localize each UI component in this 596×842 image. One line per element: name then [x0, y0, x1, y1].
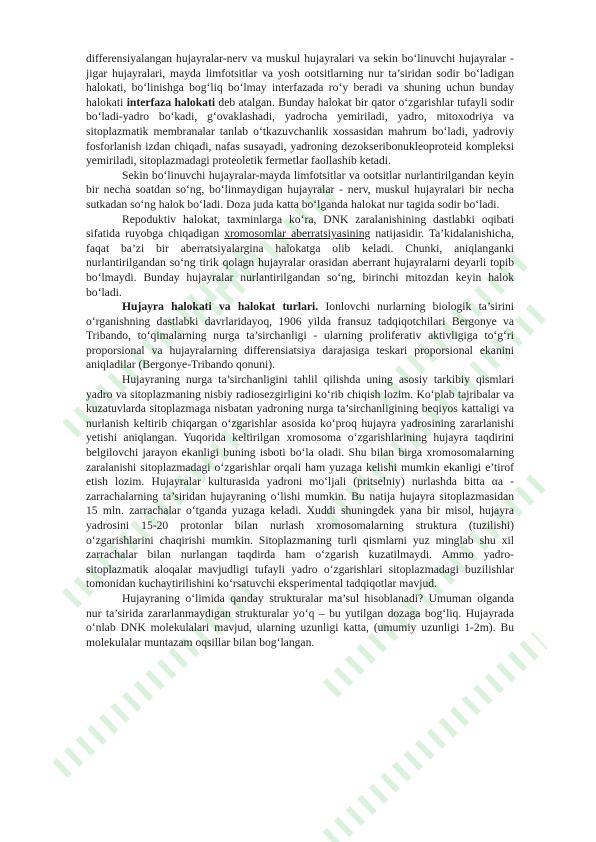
paragraph	[86, 52, 514, 169]
bold-text: interfaza halokati	[126, 95, 216, 109]
watermark-stripe	[330, 640, 540, 840]
text-run: Sekin bo‘linuvchi hujayralar-mayda limfotsitlar va ootsitlar nurlantirilgandan keyin bir necha soatdan so‘ng, bo‘linmaydigan hujayralar - nerv, muskul hujayralari bir necha sutkadan so‘ng halok bo‘ladi. Doza juda katta bo‘lganda halokat nur tagida sodir bo‘ladi.	[86, 168, 514, 211]
paragraph	[86, 300, 514, 373]
text-run: Hujayraning nurga ta’sirchanligini tahlil qilishda uning asosiy tarkibiy qismlari yadro va sitoplazmaning nisbiy radiosezgirligini ko‘rib chiqish lozim. Ko‘plab tajribalar va kuzatuvlarda sitoplazmaga nisbatan yadroning nurga ta’sirchanligining beqiyos kattaligi va nurlanish keltirib chiqargan o‘zgarishlar asosida ko‘proq hujayra yadrosining zararlanishi yetishi aniqlangan. Yuqorida keltirilgan xromosoma o‘zgarishlarining hujayra taqdirini belgilovchi jarayon ekanligi buning isboti bo‘la oladi. Shu bilan birga xromosomalarning zaralanishi sitoplazmadagi o‘zgarishlar orqali ham yuzaga kelishi mumkin ekanligi e’tirof etish lozim. Hujayralar kulturasida yadroni mo‘ljali (pritselniy) nurlashda bitta αa - zarrachalarning ta’siridan hujayraning o‘lishi mumkin. Bu natija hujayra sitoplazmasidan 15 mln. zarrachalar o‘tganda yuzaga keladi. Xuddi shuningdek yana bir misol, hujayra yadrosini 15-20 protonlar bilan nurlash xromosomalarning struktura (tuzilishi) o‘zgarishlarini chaqirishi mumkin. Sitoplazmaning turli qismlarni yuz minglab shu xil zarrachalar bilan nurlangan taqdirda ham o‘zgarish kuzatilmaydi. Ammo yadro-sitoplazmatik aloqalar mavjudligi tufayli yadro o‘zgarishlari sitoplazmadagi buzilishlar tomonidan kuchaytirilishini ko‘rsatuvchi eksperimental tadqiqotlar mavjud.	[86, 373, 514, 591]
text-run: Repoduktiv halokat, taxminlarga ko‘ra, DNK zaralanishining dastlabki oqibati sifatida ruyobga chiqadigan	[86, 212, 514, 241]
paragraph	[86, 592, 514, 650]
document-body	[86, 52, 514, 650]
text-run: Hujayraning o‘limida qanday strukturalar ma’sul hisoblanadi? Umuman olganda nur ta’sirida zararlanmaydigan strukturalar yo‘q – bu yutilgan dozaga bog‘liq. Hujayrada o‘nlab DNK molekulalari mavjud, ularning uzunligi katta, (umumiy uzunligi 1-2m). Bu molekulalar muntazam oqsillar bilan bog‘langan.	[86, 591, 514, 649]
underlined-text: xromosomlar aberratsiyasining	[224, 227, 371, 241]
bold-text: Hujayra halokati va halokat turlari.	[122, 300, 319, 314]
paragraph	[86, 373, 514, 592]
text-run: deb atalgan. Bunday halokat bir qator o‘zgarishlar tufayli sodir bo‘ladi-yadro bo‘kadi, g‘ovaklashadi, yadrocha yemiriladi, yadro, mitoxodriya va sitoplazmatik membranalar tanlab o‘tkazuvchanlik xossasidan mahrum bo‘ladi, yadroviy fosforlanish izdan chiqadi, nafas susayadi, yadroning dezokseribonukleoproteid kompleksi yemiriladi, sitoplazmadagi proteoletik fermetlar faollashib ketadi.	[86, 95, 514, 168]
text-run: Ionlovchi nurlarning biologik ta’sirini o‘rganishning dastlabki davrlaridayoq, 1906 yilda fransuz tadqiqotchilari Bergonye va Tribando, to‘qimalarning nurga ta’sirchanligi - ularning proliferativ aktivligiga to‘g‘ri proporsional va hujayralarning differensiatsiya darajasiga teskari proporsional ekanini aniqladilar (Bergonye-Tribando qonuni).	[86, 300, 515, 372]
paragraph	[86, 169, 514, 213]
paragraph	[86, 213, 514, 301]
text-run: differensiyalangan hujayralar-nerv va muskul hujayralari va sekin bo‘linuvchi hujayralar - jigar hujayralari, mayda limfotsitlar va yosh ootsitlarning nur ta’siridan sodir bo‘ladigan halokati, bo‘linishga bog‘liq bo‘lmay interfazada ro‘y beradi va shuning uchun bunday halokati	[86, 52, 514, 109]
text-run: natijasidir. Ta’kidalanishicha, faqat ba’zi bir aberratsiyalargina halokatga olib keladi. Chunki, aniqlanganki nurlantirilgandan so‘ng tirik qolagn hujayralar orasidan aberrant hujayralarni deyarli topib bo‘lmaydi. Bunday hujayralar nurlantirilgandan so‘ng, birinchi mitozdan keyin halok bo‘ladi.	[86, 227, 514, 299]
